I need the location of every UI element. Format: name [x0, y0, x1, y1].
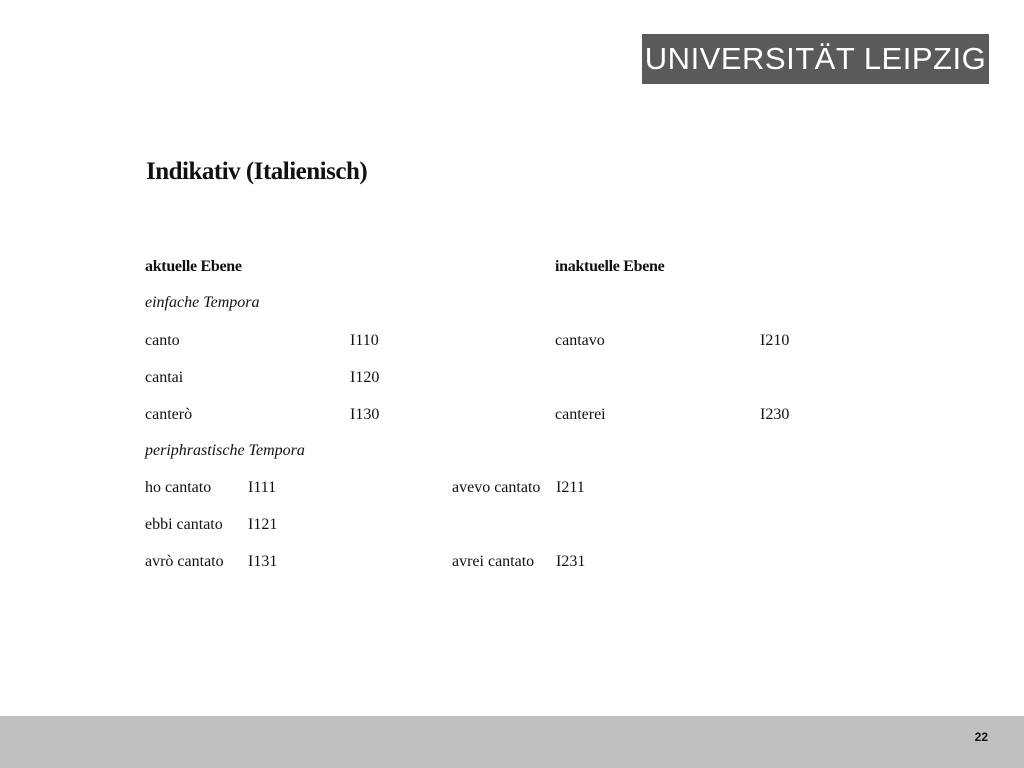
- simple-row-3-code: I130: [350, 406, 380, 423]
- simple-row-1-code: I110: [350, 332, 379, 349]
- simple-row-2-code: I120: [350, 369, 380, 386]
- header-inactual-level: inaktuelle Ebene: [555, 258, 665, 275]
- page-number: 22: [974, 730, 988, 744]
- simple-row-3-form: canterò: [145, 406, 193, 423]
- periphrastic-row-3-inactual-code: I231: [556, 553, 586, 570]
- page-title: Indikativ (Italienisch): [146, 158, 368, 185]
- footer-bar: [0, 716, 1024, 768]
- section-periphrastic-tenses: periphrastische Tempora: [145, 442, 305, 459]
- section-simple-tenses: einfache Tempora: [145, 294, 260, 311]
- university-logo: UNIVERSITÄT LEIPZIG: [642, 34, 989, 84]
- periphrastic-row-1-form: ho cantato: [145, 479, 212, 496]
- simple-row-1-inactual-form: cantavo: [555, 332, 605, 349]
- simple-row-2-form: cantai: [145, 369, 184, 386]
- periphrastic-row-2-code: I121: [248, 516, 278, 533]
- simple-row-1-inactual-code: I210: [760, 332, 790, 349]
- periphrastic-row-3-code: I131: [248, 553, 278, 570]
- simple-row-1-form: canto: [145, 332, 180, 349]
- periphrastic-row-1-inactual-form: avevo cantato: [452, 479, 541, 496]
- simple-row-3-inactual-code: I230: [760, 406, 790, 423]
- periphrastic-row-3-form: avrò cantato: [145, 553, 224, 570]
- periphrastic-row-1-inactual-code: I211: [556, 479, 585, 496]
- periphrastic-row-1-code: I111: [248, 479, 277, 496]
- periphrastic-row-2-form: ebbi cantato: [145, 516, 223, 533]
- header-actual-level: aktuelle Ebene: [145, 258, 242, 275]
- periphrastic-row-3-inactual-form: avrei cantato: [452, 553, 535, 570]
- simple-row-3-inactual-form: canterei: [555, 406, 606, 423]
